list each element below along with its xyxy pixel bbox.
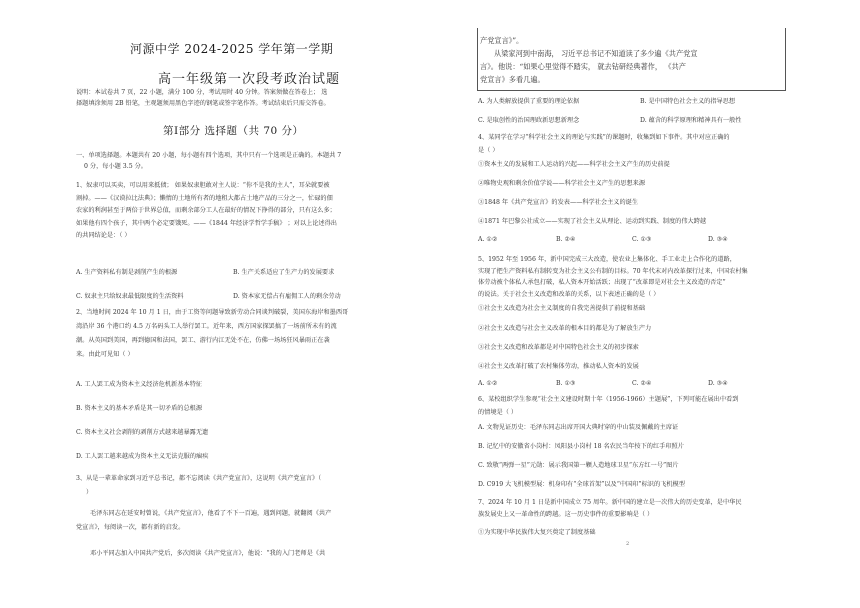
q5-item-3: ③社会主义改造和改革都是对中国特色社会主义的初步探索 [478, 344, 639, 351]
question-text: 来。由此可见知（ ） [76, 351, 134, 358]
intro-line: 0 分，每小题 3.5 分。 [84, 163, 147, 170]
question-text: 2、当地时间 2024 年 10 月 1 日，由于工资等问题导致新劳动合同谈判破裂，美国东海岸和墨西哥 [76, 309, 349, 316]
q1-option-c: C. 奴隶主只给奴隶最低限度的生活资料 [76, 293, 184, 300]
q2-option-d: D. 工人罢工越来越成为资本主义无法克服的痼疾 [76, 453, 209, 460]
question-text: 7、2024 年 10 月 1 日是新中国成立 75 周年。新中国的建立是一次伟大的历史变革，是中华民 [478, 499, 742, 506]
page-number: 2 [626, 541, 630, 547]
question-text: 湾沿岸 36 个港口约 4.5 万名码头工人举行罢工。近年来，西方国家探罢搞了一场前所未有的流 [76, 323, 337, 330]
question-text: 农家的利润甚至于两倍于世界总值，而剩余部分工人在最好的情况下挣得的部分，只有这么多； [76, 207, 336, 214]
q3-material [76, 507, 392, 535]
q5-item-4: ④社会主义改革打破了农村集体劳动，推动私人资本的发展 [478, 363, 639, 370]
question-4 [478, 131, 794, 157]
question-text: ） [86, 489, 93, 496]
question-text: 4、某同学在学习“科学社会主义的理论与实践”的课题时，收集到如下事件。其中对应正确的 [478, 134, 730, 141]
question-text: 实现了把生产资料私有制转变为社会主义公有制的目标。70 年代末对内改革探行过来，中国农村集 [478, 267, 748, 275]
material-text: 言》。他说：“如果心里觉得不踏实， 就去钻研经典著作， 《共产 [480, 62, 686, 71]
q6-option-b: B. 记忆中的安徽省小岗村：凤阳县小岗村 18 名农民当年按下的红手印照片 [478, 443, 684, 450]
question-7 [478, 497, 794, 521]
q2-option-a: A. 工人罢工成为资本主义经济危机新基本特征 [76, 381, 202, 388]
q6-option-d: D. C919 大飞机模型展：机身印有“全球首架”以及“中国印”标识的飞机模型 [478, 481, 685, 488]
material-text: 党宣言》，每阅读一次，都有新的启发。 [76, 524, 185, 531]
question-text: 3、从是一辈革命家到习近平总书记，都不忘阅读《共产党宣言》，这说明《共产党宣言》（ [76, 475, 322, 482]
instruction-line: 择题填涂须用 2B 铅笔，主观题须用黑色字迹的钢笔或签字笔作答。考试结束后只需交答卷。 [76, 100, 330, 107]
question-text: 体劳动被个体私人承包打破，私人资本开始活跃；出现了“改革即是对社会主义改造的否定” [478, 279, 726, 286]
exam-school-title: 河源中学 2024-2025 学年第一学期 [130, 42, 334, 56]
q5-item-1: ①社会主义改造为社会主义制度的自我完善提供了前提和基础 [478, 305, 646, 312]
material-box-text [480, 34, 782, 86]
question-text: 是（ ） [478, 147, 499, 154]
part-heading: 第Ⅰ部分 选择题（共 70 分） [163, 125, 304, 137]
q4-item-2: ②唯物史观和剩余价值学说——科学社会主义产生的思想来源 [478, 180, 646, 187]
question-text: 的情境是（ ） [478, 409, 518, 416]
question-text: 族发展史上又一革命性的跨越。这一历史事件的重要影响是（ ） [478, 511, 654, 518]
question-text: 割掉。——《汉谟拉比法典》；懒惰的土地所有者的地租大都占土地产品的三分之一，忙碌的佃 [76, 194, 333, 202]
instruction-line: 说明：本试卷共 7 页，22 小题，满分 100 分，考试用时 40 分钟。答案须做在答卷上； 选 [76, 89, 328, 96]
question-5 [478, 254, 794, 300]
material-text: 党宣言》多看几遍。 [480, 75, 545, 84]
question-text: 的共同结论是：（ ） [76, 232, 131, 239]
q3-option-b: B. 是中国特色社会主义的指导思想 [640, 98, 736, 105]
q1-option-d: D. 资本家无偿占有雇佣工人的剩余劳动 [233, 293, 341, 300]
question-text: 6、某校组织学生参观“社会主义建设时期十年（1956-1966）主题展”，下列可能在展出中看到 [478, 396, 739, 403]
q5-option-a: A. ①② [478, 380, 498, 387]
question-text: 5、1952 年至 1956 年，新中国完成三大改造，使农业上集体化、手工业走上合作化的道路， [478, 256, 736, 263]
q6-option-c: C. 致敬“两弹一星”元勋：展示我国第一颗人造地球卫星“东方红一号”图片 [478, 462, 679, 469]
q3-option-c: C. 是取创性的治国理政新思想新理念 [478, 117, 580, 124]
question-2 [76, 306, 392, 362]
q4-item-3: ③1848 年《共产党宣言》的发表——科学社会主义的诞生 [478, 199, 639, 206]
q1-option-a: A. 生产资料私有制是剥削产生的根源 [76, 269, 178, 276]
q6-option-a: A. 文物见证历史：毛泽东同志出席开国大典时穿的中山装及佩戴的主席证 [478, 424, 679, 431]
q4-option-d: D. ③④ [708, 236, 728, 243]
q7-item-1: ①为实现中华民族伟大复兴奠定了制度基础 [478, 529, 596, 536]
q5-option-d: D. ③④ [708, 380, 728, 387]
q3-material-2: 邓小平同志加入中国共产党后，多次阅读《共产党宣言》，他说：“我的入门老师是《共 [90, 550, 326, 557]
q5-item-2: ②社会主义改造与社会主义改革的根本目的都是为了解放生产力 [478, 325, 652, 332]
question-1 [76, 180, 392, 243]
q3-option-a: A. 为人类解放提供了重要的理论依据 [478, 98, 580, 105]
question-text: 的说法。关于社会主义改造和改革的关系，以下表述正确的是（ ） [478, 290, 660, 298]
q4-option-c: C. ①③ [632, 236, 652, 243]
q3-option-d: D. 蕴含的科学原理和精神具有一般性 [640, 117, 742, 124]
material-text: 从梁家河到中南海， 习近平总书记不知道读了多少遍《共产党宣 [494, 49, 698, 58]
exam-instructions [76, 87, 392, 109]
q2-option-c: C. 资本主义社会剥削的剥削方式越来越暴露无遗 [76, 429, 209, 436]
question-3 [76, 472, 392, 500]
material-text: 毛泽东同志在延安时曾说，《共产党宣言》，他看了不下一百遍，遇到问题，就翻阅《共产 [90, 510, 332, 517]
intro-line: 一、单项选择题。本题共有 20 小题，每小题有四个选项，其中只有一个选项是正确的。本题共 7 [76, 152, 342, 159]
q5-option-b: B. ①③ [556, 380, 576, 387]
q2-option-b: B. 资本主义的基本矛盾是其一切矛盾的总根源 [76, 405, 203, 412]
question-6 [478, 393, 794, 419]
q4-item-4: ④1871 年巴黎公社成立——实现了社会主义从理论、运动到实践、制度的伟大跨越 [478, 218, 707, 225]
q5-option-c: C. ②④ [632, 380, 652, 387]
q4-option-b: B. ②④ [556, 236, 576, 243]
q4-option-a: A. ①② [478, 236, 498, 243]
q4-item-1: ①资本主义的发展和工人运动的兴起——科学社会主义产生的历史前提 [478, 161, 670, 168]
section-intro [76, 150, 392, 172]
q1-option-b: B. 生产关系适应了生产力的发展要求 [233, 269, 335, 276]
exam-paper-title: 高一年级第一次段考政治试题 [158, 72, 341, 87]
question-text: 如果他有四个孩子，其中两个必定要饿死。——《1844 年经济学哲学手稿》 ；对以上论述得出 [76, 219, 337, 227]
material-text: 产党宣言》”。 [480, 36, 524, 45]
question-text: 1、奴隶可以买卖，可以用来抵债； 如果奴隶胆敢对主人说：“你不是我的主人”，耳朵就要被 [76, 182, 330, 189]
question-text: 潮。从英国到美国，再到德国和法国，罢工、游行内江无处不在，仿佛一场场狂风暴雨正在袭 [76, 337, 330, 344]
